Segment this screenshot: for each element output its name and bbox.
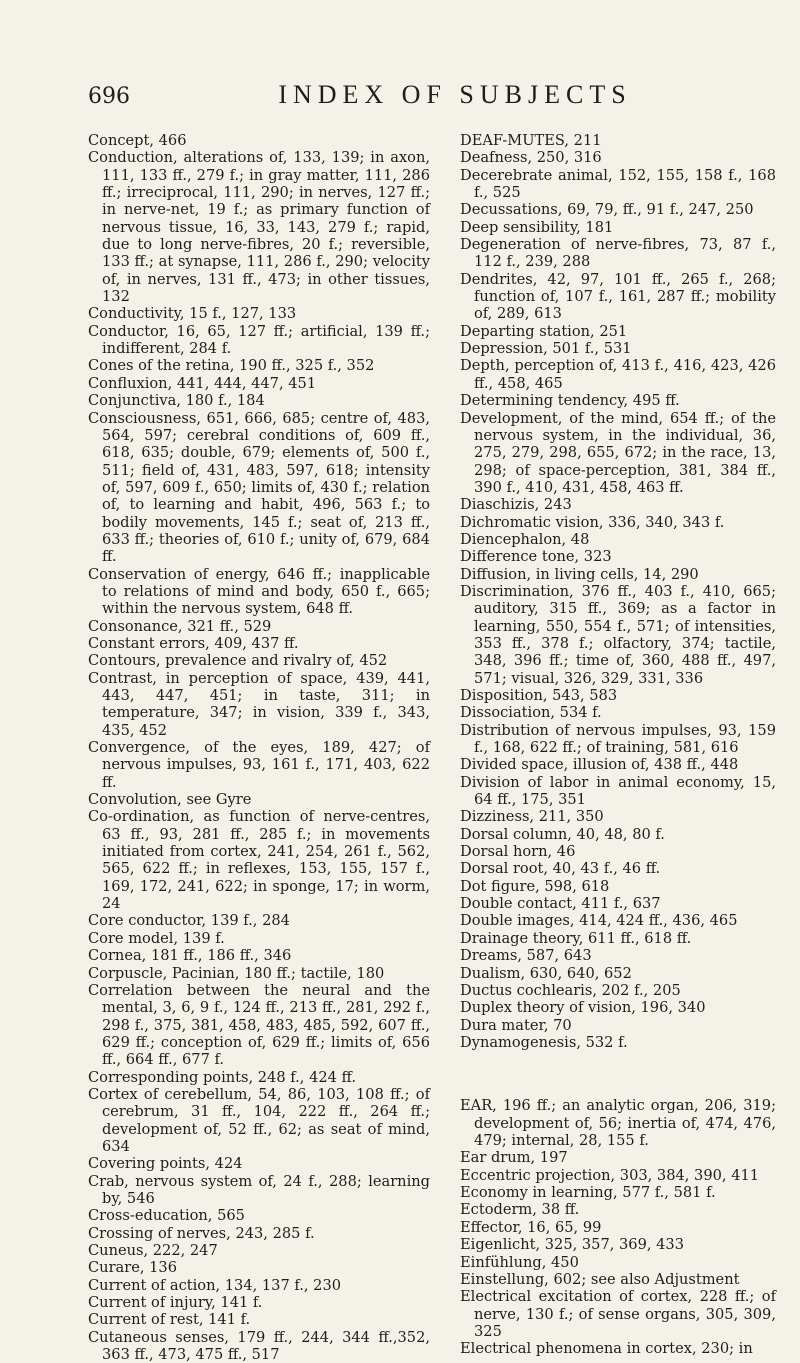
index-entry: Cones of the retina, 190 ff., 325 f., 352 xyxy=(88,357,375,375)
index-entry: Depth, perception of, 413 f., 416, 423, 426 ff., 458, 465 xyxy=(460,357,776,392)
index-entry: Diaschizis, 243 xyxy=(460,496,572,514)
index-entry: Corresponding points, 248 f., 424 ff. xyxy=(88,1068,357,1086)
index-entry: Eccentric projection, 303, 384, 390, 411 xyxy=(460,1166,760,1184)
index-entry: Consciousness, 651, 666, 685; centre of, 483, 564, 597; cerebral conditions of, 609 ff., 618, 635; double, 679; elements of, 500 f., 511; field of, 431, 483, 597, 618; intensity of, 597, 609 f., 650; limits of, 430 f.; relation of, to learning and habit, 496, 563 f.; to bodily movements, 145 f.; seat of, 213 ff., 633 ff.; theories of, 610 f.; unity of, 679, 684 ff. xyxy=(88,409,430,566)
index-entry: Cuneus, 222, 247 xyxy=(88,1242,218,1259)
index-entry: Current of injury, 141 f. xyxy=(88,1294,263,1312)
index-entry: Core model, 139 f. xyxy=(88,929,225,947)
index-entry: Consonance, 321 ff., 529 xyxy=(88,617,272,635)
index-entry: Duplex theory of vision, 196, 340 xyxy=(460,999,706,1017)
index-entry: Double images, 414, 424 ff., 436, 465 xyxy=(460,912,738,930)
index-entry: Dissociation, 534 f. xyxy=(460,704,602,722)
index-entry: Ductus cochlearis, 202 f., 205 xyxy=(460,981,681,999)
index-entry: Disposition, 543, 583 xyxy=(460,687,618,704)
index-entry: Cornea, 181 ff., 186 ff., 346 xyxy=(88,947,292,965)
index-entry: Electrical excitation of cortex, 228 ff.; of nerve, 130 f.; of sense organs, 305, 309, 325 xyxy=(460,1288,776,1340)
index-entry: Degeneration of nerve-fibres, 73, 87 f., 112 f., 239, 288 xyxy=(460,236,776,271)
index-entry: Current of action, 134, 137 f., 230 xyxy=(88,1276,342,1294)
index-entry: Dura mater, 70 xyxy=(460,1016,572,1034)
index-entry: Divided space, illusion of, 438 ff., 448 xyxy=(460,756,739,774)
index-entry: Cortex of cerebellum, 54, 86, 103, 108 ff.; of cerebrum, 31 ff., 104, 222 ff., 264 ff.; development of, 52 ff., 62; as seat of mind, 634 xyxy=(88,1085,430,1155)
page-number: 696 xyxy=(88,84,130,109)
index-entry: Constant errors, 409, 437 ff. xyxy=(88,634,299,652)
index-entry: Discrimination, 376 ff., 403 f., 410, 665; auditory, 315 ff., 369; as a factor in learning, 550, 554 f., 571; of intensities, 353 ff., 378 f.; olfactory, 374; tactile, 348, 396 ff.; time of, 360, 488 ff., 497, 571; visual, 326, 329, 331, 336 xyxy=(460,582,776,687)
index-entry: Einfühlung, 450 xyxy=(460,1253,579,1271)
index-entry: Dreams, 587, 643 xyxy=(460,947,592,965)
index-entry: Conductor, 16, 65, 127 ff.; artificial, 139 ff.; indifferent, 284 f. xyxy=(88,322,430,358)
index-entry: Einstellung, 602; see also Adjustment xyxy=(460,1270,740,1288)
index-entry: Decussations, 69, 79, ff., 91 f., 247, 250 xyxy=(460,201,754,219)
index-entry: Dendrites, 42, 97, 101 ff., 265 f., 268; function of, 107 f., 161, 287 ff.; mobility of, 289, 613 xyxy=(460,270,776,323)
index-entry: Departing station, 251 xyxy=(460,322,628,340)
index-entry: Difference tone, 323 xyxy=(460,548,612,566)
index-entry: Contrast, in perception of space, 439, 441, 443, 447, 451; in taste, 311; in temperature, 347; in vision, 339 f., 343, 435, 452 xyxy=(88,669,430,739)
index-entry: Conduction, alterations of, 133, 139; in axon, 111, 133 ff., 279 f.; in gray matter, 111, 286 ff.; irreciprocal, 111, 290; in nerves, 127 ff.; in nerve-net, 19 f.; as primary function of nervous tissue, 16, 33, 143, 279 f.; rapid, due to long nerve-fibres, 20 f.; reversible, 133 ff.; at synapse, 111, 286 f., 290; velocity of, in nerves, 131 ff., 473; in other tissues, 132 xyxy=(88,149,430,306)
index-entry: Dualism, 630, 640, 652 xyxy=(460,964,632,982)
index-entry: Electrical phenomena in cortex, 230; in xyxy=(460,1340,753,1358)
page-header xyxy=(88,80,762,110)
running-title: INDEX OF SUBJECTS xyxy=(278,80,632,109)
index-entry: Cross-education, 565 xyxy=(88,1207,245,1225)
index-entry: Depression, 501 f., 531 xyxy=(460,340,632,358)
index-entry: Dichromatic vision, 336, 340, 343 f. xyxy=(460,513,725,531)
index-entry: Double contact, 411 f., 637 xyxy=(460,895,661,913)
index-entry: Deep sensibility, 181 xyxy=(460,218,614,236)
index-entry: Dynamogenesis, 532 f. xyxy=(460,1033,628,1051)
index-entry: Co-ordination, as function of nerve-centres, 63 ff., 93, 281 ff., 285 f.; in movements initiated from cortex, 241, 254, 261 f., 562, 565, 622 ff.; in reflexes, 153, 155, 157 f., 169, 172, 241, 622; in sponge, 17; in worm, 24 xyxy=(88,808,430,913)
index-column-left xyxy=(88,132,430,1363)
index-entry: Convolution, see Gyre xyxy=(88,791,252,809)
index-entry: Development, of the mind, 654 ff.; of the nervous system, in the individual, 36, 275, 279, 298, 655, 672; in the race, 13, 298; of space-perception, 381, 384 ff., 390 f., 410, 431, 458, 463 ff. xyxy=(460,409,776,496)
index-entry: Convergence, of the eyes, 189, 427; of nervous impulses, 93, 161 f., 171, 403, 622 ff. xyxy=(88,739,430,791)
index-entry: Diencephalon, 48 xyxy=(460,530,590,548)
letter-section-gap xyxy=(460,1066,776,1083)
index-entry: Deafness, 250, 316 xyxy=(460,149,602,167)
index-entry: EAR, 196 ff.; an analytic organ, 206, 319; development of, 56; inertia of, 474, 476, 479; internal, 28, 155 f. xyxy=(460,1097,776,1150)
index-entry: Current of rest, 141 f. xyxy=(88,1311,251,1329)
index-column-right xyxy=(460,132,776,1358)
index-entry: Effector, 16, 65, 99 xyxy=(460,1218,602,1236)
index-entry: Distribution of nervous impulses, 93, 159 f., 168, 622 ff.; of training, 581, 616 xyxy=(460,721,776,757)
index-entry: Dorsal root, 40, 43 f., 46 ff. xyxy=(460,860,661,878)
index-entry: Ectoderm, 38 ff. xyxy=(460,1201,580,1219)
index-entry: Dot figure, 598, 618 xyxy=(460,877,610,895)
index-entry: Contours, prevalence and rivalry of, 452 xyxy=(88,652,388,670)
index-entry: Cutaneous senses, 179 ff., 244, 344 ff.,352, 363 ff., 473, 475 ff., 517 xyxy=(88,1328,430,1363)
index-entry: Eigenlicht, 325, 357, 369, 433 xyxy=(460,1236,685,1254)
index-entry: Drainage theory, 611 ff., 618 ff. xyxy=(460,929,692,947)
index-entry: Core conductor, 139 f., 284 xyxy=(88,912,290,930)
index-entry: Crossing of nerves, 243, 285 f. xyxy=(88,1224,315,1242)
index-entry: Determining tendency, 495 ff. xyxy=(460,392,680,410)
index-entry: Conjunctiva, 180 f., 184 xyxy=(88,392,265,410)
index-entry: Crab, nervous system of, 24 f., 288; learning by, 546 xyxy=(88,1172,430,1207)
index-entry: Dorsal column, 40, 48, 80 f. xyxy=(460,825,665,843)
index-entry: Curare, 136 xyxy=(88,1259,177,1277)
index-entry: Conductivity, 15 f., 127, 133 xyxy=(88,305,297,323)
index-entry: Economy in learning, 577 f., 581 f. xyxy=(460,1184,716,1202)
index-entry: Division of labor in animal economy, 15, 64 ff., 175, 351 xyxy=(460,773,776,809)
index-entry: Confluxion, 441, 444, 447, 451 xyxy=(88,374,317,392)
index-entry: Ear drum, 197 xyxy=(460,1149,568,1167)
index-entry: Covering points, 424 xyxy=(88,1155,243,1173)
index-entry: Dizziness, 211, 350 xyxy=(460,808,604,826)
index-entry: Diffusion, in living cells, 14, 290 xyxy=(460,565,699,583)
index-entry: DEAF-MUTES, 211 xyxy=(460,132,602,149)
index-entry: Dorsal horn, 46 xyxy=(460,843,576,861)
index-entry: Corpuscle, Pacinian, 180 ff.; tactile, 180 xyxy=(88,964,385,982)
index-entry: Decerebrate animal, 152, 155, 158 f., 168 f., 525 xyxy=(460,166,776,202)
index-entry: Conservation of energy, 646 ff.; inapplicable to relations of mind and body, 650 f., 665; within the nervous system, 648 ff. xyxy=(88,565,430,618)
index-entry: Concept, 466 xyxy=(88,132,187,149)
index-entry: Correlation between the neural and the mental, 3, 6, 9 f., 124 ff., 213 ff., 281, 292 f., 298 f., 375, 381, 458, 483, 485, 592, 607 ff., 629 ff.; conception of, 629 ff.; limits of, 656 ff., 664 ff., 677 f. xyxy=(88,981,430,1069)
